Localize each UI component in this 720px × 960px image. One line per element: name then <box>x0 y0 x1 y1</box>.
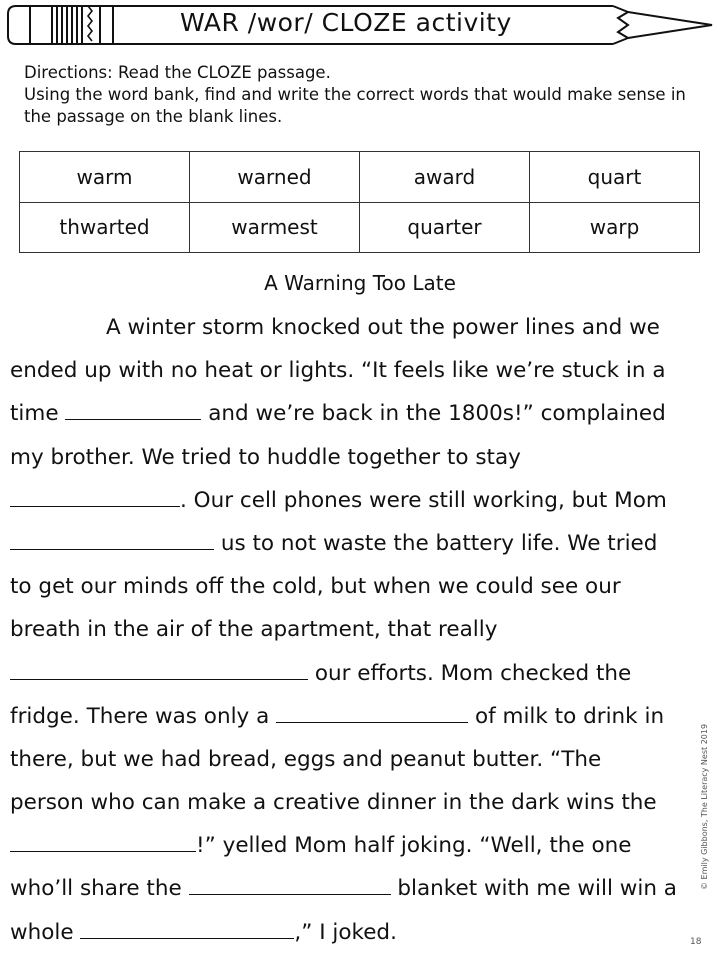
passage-text: our efforts. Mom checked the <box>308 660 632 686</box>
answer-blank[interactable] <box>189 875 391 895</box>
page-title: WAR /wor/ CLOZE activity <box>180 8 512 37</box>
passage-text: A winter storm knocked out the power lines and we <box>106 315 660 340</box>
passage-text: breath in the air of the apartment, that really <box>10 617 498 643</box>
passage-line <box>10 702 710 745</box>
passage-line <box>10 831 710 874</box>
word-bank-cell: thwarted <box>20 202 190 253</box>
passage-text: person who can make a creative dinner in the dark wins the <box>10 790 657 816</box>
passage-line <box>10 659 710 702</box>
word-bank-cell: warm <box>20 152 190 203</box>
cloze-passage <box>10 313 710 960</box>
answer-blank[interactable] <box>276 703 468 723</box>
passage-text: to get our minds off the cold, but when we could see our <box>10 574 621 600</box>
directions-line-1: Directions: Read the CLOZE passage. <box>24 63 331 82</box>
passage-line <box>10 745 710 788</box>
passage-text: and we’re back in the 1800s!” complained <box>201 401 666 427</box>
directions-line-2: Using the word bank, find and write the correct words that would make sense in the passage on the blank lines. <box>24 85 686 126</box>
passage-line <box>10 313 710 356</box>
answer-blank[interactable] <box>10 530 214 550</box>
answer-blank[interactable] <box>10 660 308 680</box>
passage-text: . Our cell phones were still working, but Mom <box>180 487 667 513</box>
passage-text: ended up with no heat or lights. “It feels like we’re stuck in a <box>10 358 666 384</box>
passage-text: of milk to drink in <box>468 703 665 729</box>
word-bank-cell: warmest <box>190 202 360 253</box>
passage-text: fridge. There was only a <box>10 703 277 729</box>
passage-text: there, but we had bread, eggs and peanut butter. “The <box>10 746 602 772</box>
passage-line <box>10 918 710 960</box>
passage-line <box>10 788 710 831</box>
answer-blank[interactable] <box>80 919 294 939</box>
passage-text: who’ll share the <box>10 876 189 902</box>
word-bank-row <box>20 202 700 253</box>
passage-text: whole <box>10 919 81 945</box>
copyright-notice: © Emily Gibbons, The Literacy Nest 2019 <box>700 723 709 890</box>
word-bank-cell: warned <box>190 152 360 203</box>
word-bank-cell: award <box>360 152 530 203</box>
answer-blank[interactable] <box>65 400 201 420</box>
answer-blank[interactable] <box>10 487 180 507</box>
passage-line <box>10 874 710 917</box>
passage-text: blanket with me will win a <box>390 876 677 902</box>
passage-line <box>10 615 710 658</box>
directions <box>24 62 704 128</box>
passage-text: my brother. We tried to huddle together to stay <box>10 444 521 470</box>
passage-line <box>10 356 710 399</box>
passage-text: time <box>10 401 66 427</box>
passage-text: us to not waste the battery life. We tried <box>214 530 658 556</box>
passage-text: ,” I joked. <box>294 919 397 945</box>
passage-line <box>10 572 710 615</box>
word-bank-table <box>19 151 700 253</box>
passage-text: !” yelled Mom half joking. “Well, the one <box>196 833 632 859</box>
page-number: 18 <box>690 937 702 947</box>
passage-line <box>10 529 710 572</box>
word-bank-cell: quart <box>530 152 700 203</box>
word-bank-cell: quarter <box>360 202 530 253</box>
story-title: A Warning Too Late <box>264 271 456 295</box>
passage-line <box>10 443 710 486</box>
word-bank-cell: warp <box>530 202 700 253</box>
passage-line <box>10 399 710 442</box>
word-bank-row <box>20 152 700 203</box>
passage-line <box>10 486 710 529</box>
answer-blank[interactable] <box>10 832 196 852</box>
